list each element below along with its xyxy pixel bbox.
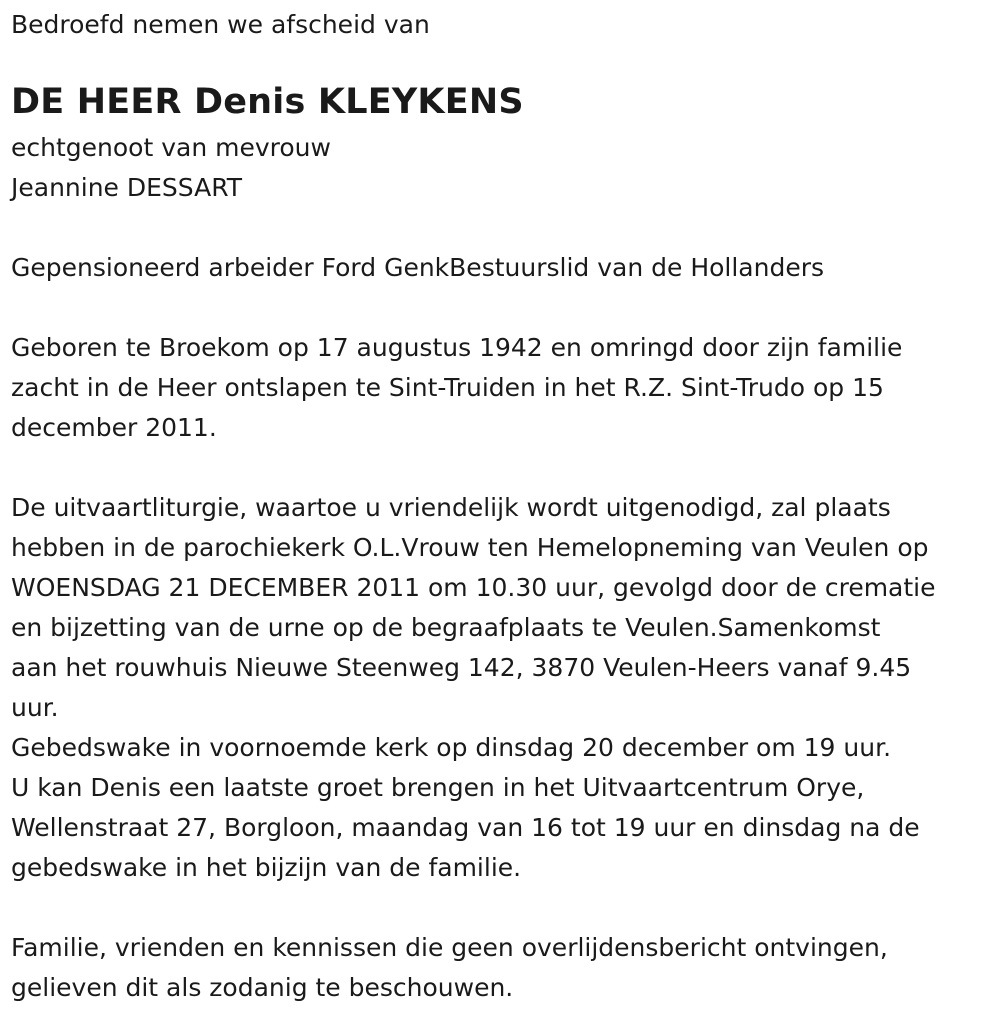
paragraph-line: Familie, vrienden en kennissen die geen overlijdensbericht ontvingen, xyxy=(11,933,888,962)
paragraph-line: De uitvaartliturgie, waartoe u vriendelijk wordt uitgenodigd, zal plaats xyxy=(11,493,891,522)
paragraph-line: WOENSDAG 21 DECEMBER 2011 om 10.30 uur, gevolgd door de crematie xyxy=(11,573,936,602)
birth-death-paragraph xyxy=(11,328,990,448)
spouse-label: echtgenoot van mevrouw xyxy=(11,133,331,162)
paragraph-line: hebben in de parochiekerk O.L.Vrouw ten Hemelopneming van Veulen op xyxy=(11,533,929,562)
section-gap xyxy=(11,888,990,928)
intro-text: Bedroefd nemen we afscheid van xyxy=(11,10,430,39)
paragraph-line: uur. xyxy=(11,693,59,722)
funeral-paragraph xyxy=(11,488,990,888)
paragraph-line: aan het rouwhuis Nieuwe Steenweg 142, 3870 Veulen-Heers vanaf 9.45 xyxy=(11,653,912,682)
spouse-name: Jeannine DESSART xyxy=(11,173,243,202)
section-gap xyxy=(11,208,990,248)
deceased-name: DE HEER Denis KLEYKENS xyxy=(11,82,524,122)
occupation-text: Gepensioneerd arbeider Ford GenkBestuurslid van de Hollanders xyxy=(11,253,825,282)
paragraph-line: Wellenstraat 27, Borgloon, maandag van 16 tot 19 uur en dinsdag na de xyxy=(11,813,920,842)
section-gap xyxy=(11,448,990,488)
paragraph-line: en bijzetting van de urne op de begraafplaats te Veulen.Samenkomst xyxy=(11,613,881,642)
paragraph-line: Geboren te Broekom op 17 augustus 1942 en omringd door zijn familie xyxy=(11,333,903,362)
paragraph-line: gebedswake in het bijzijn van de familie. xyxy=(11,853,522,882)
section-gap xyxy=(11,288,990,328)
paragraph-line: U kan Denis een laatste groet brengen in het Uitvaartcentrum Orye, xyxy=(11,773,865,802)
paragraph-line: Gebedswake in voornoemde kerk op dinsdag 20 december om 19 uur. xyxy=(11,733,892,762)
paragraph-line: gelieven dit als zodanig te beschouwen. xyxy=(11,973,514,1002)
paragraph-line: december 2011. xyxy=(11,413,217,442)
closing-paragraph xyxy=(11,928,990,1008)
paragraph-line: zacht in de Heer ontslapen te Sint-Truiden in het R.Z. Sint-Trudo op 15 xyxy=(11,373,884,402)
